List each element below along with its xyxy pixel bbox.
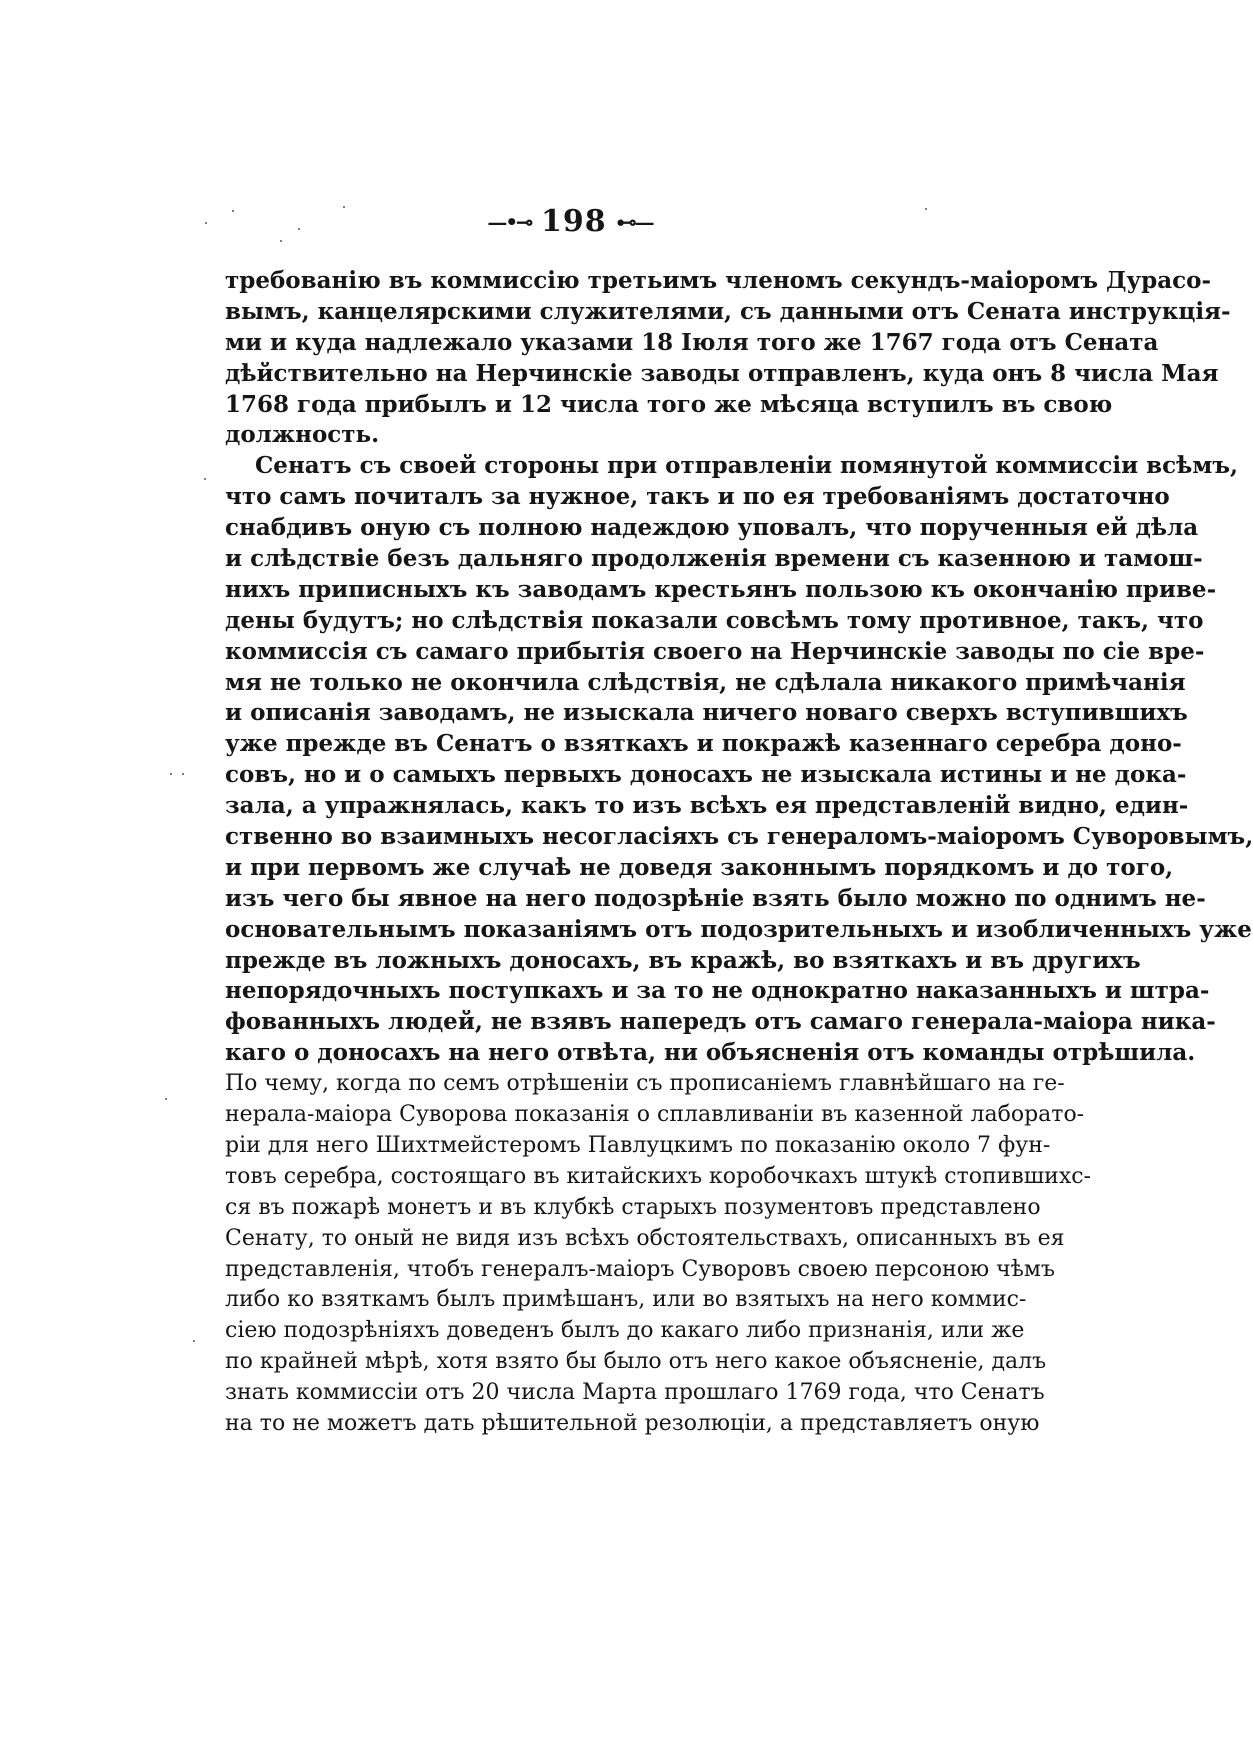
text-line: Сенату, то оный не видя изъ всѣхъ обстоятельствахъ, описанныхъ въ ея bbox=[225, 1225, 1065, 1251]
text-line: на то не можетъ дать рѣшительной резолюціи, а представляетъ оную bbox=[225, 1410, 1040, 1436]
text-line: ріи для него Шихтмейстеромъ Павлуцкимъ по показанію около 7 фун- bbox=[225, 1132, 1051, 1158]
page-header bbox=[0, 204, 1140, 239]
text-line: товъ серебра, состоящаго въ китайскихъ коробочкахъ штукѣ стопившихс- bbox=[225, 1163, 1091, 1189]
text-line: представленія, чтобъ генералъ-маіоръ Суворовъ своею персоною чѣмъ bbox=[225, 1256, 1056, 1282]
text-line: коммиссія съ самаго прибытія своего на Нерчинскіе заводы по сіе вре- bbox=[225, 637, 1205, 665]
scan-speck bbox=[343, 206, 345, 208]
text-line: сіею подозрѣніяхъ доведенъ былъ до какаго либо признанія, или же bbox=[225, 1318, 1025, 1344]
text-line: мя не только не окончила слѣдствія, не сдѣлала никакого примѣчанія bbox=[225, 668, 1186, 696]
text-line: 1768 года прибылъ и 12 числа того же мѣсяца вступилъ въ свою bbox=[225, 390, 1113, 418]
scan-speck bbox=[298, 228, 300, 230]
text-line: и описанія заводамъ, не изыскала ничего новаго сверхъ вступившихъ bbox=[225, 699, 1188, 727]
text-line: совъ, но и о самыхъ первыхъ доносахъ не изыскала истины и не дока- bbox=[225, 761, 1187, 789]
scan-speck bbox=[170, 773, 172, 775]
paragraph-start-line: Сенатъ съ своей стороны при отправленіи помянутой коммиссіи всѣмъ, bbox=[255, 452, 1238, 480]
scan-speck bbox=[280, 240, 282, 242]
text-line: нихъ приписныхъ къ заводамъ крестьянъ пользою къ окончанію приве- bbox=[225, 575, 1217, 603]
text-line: непорядочныхъ поступкахъ и за то не однократно наказанныхъ и штра- bbox=[225, 977, 1210, 1005]
text-line: ственно во взаимныхъ несогласіяхъ съ генераломъ-маіоромъ Суворовымъ, bbox=[225, 823, 1253, 851]
scan-speck bbox=[193, 1340, 195, 1342]
text-line: каго о доносахъ на него отвѣта, ни объясненія отъ команды отрѣшила. bbox=[225, 1039, 1196, 1067]
scan-speck bbox=[205, 222, 207, 224]
text-line: нерала-маіора Суворова показанія о сплавливаніи въ казенной лаборато- bbox=[225, 1102, 1085, 1128]
text-line: и при первомъ же случаѣ не доведя законнымъ порядкомъ и до того, bbox=[225, 853, 1174, 881]
text-line: дѣйствительно на Нерчинскіе заводы отправленъ, куда онъ 8 числа Мая bbox=[225, 359, 1219, 387]
text-line: зала, а упражнялась, какъ то изъ всѣхъ ея представленій видно, един- bbox=[225, 792, 1189, 820]
text-line: ся въ пожарѣ монетъ и въ клубкѣ старыхъ позументовъ представлено bbox=[225, 1194, 1041, 1220]
text-line: что самъ почиталъ за нужное, такъ и по ея требованіямъ достаточно bbox=[225, 483, 1170, 511]
text-line: изъ чего бы явное на него подозрѣніе взять было можно по однимъ не- bbox=[225, 884, 1206, 912]
page-number: 198 bbox=[540, 204, 607, 239]
text-line: По чему, когда по семъ отрѣшеніи съ прописаніемъ главнѣйшаго на ге- bbox=[225, 1071, 1065, 1097]
text-line: снабдивъ оную съ полною надеждою уповалъ, что порученныя ей дѣла bbox=[225, 514, 1199, 542]
text-line: должность. bbox=[225, 421, 380, 449]
text-line: основательнымъ показаніямъ отъ подозрительныхъ и изобличенныхъ уже bbox=[225, 915, 1252, 943]
header-ornament-left: —•⊸ bbox=[487, 209, 531, 234]
text-line: ми и куда надлежало указами 18 Іюля того же 1767 года отъ Сената bbox=[225, 328, 1159, 356]
body-text bbox=[225, 266, 1253, 1440]
text-line: знать коммиссіи отъ 20 числа Марта прошлаго 1769 года, что Сенатъ bbox=[225, 1380, 1045, 1406]
text-line: прежде въ ложныхъ доносахъ, въ кражѣ, во взяткахъ и въ другихъ bbox=[225, 946, 1141, 974]
text-line: вымъ, канцелярскими служителями, съ данными отъ Сената инструкція- bbox=[225, 297, 1231, 325]
text-line: фованныхъ людей, не взявъ напередъ отъ самаго генерала-маіора ника- bbox=[225, 1008, 1216, 1036]
scan-speck bbox=[232, 210, 234, 212]
scan-speck bbox=[204, 478, 206, 480]
text-line: либо ко взяткамъ былъ примѣшанъ, или во взятыхъ на него коммис- bbox=[225, 1287, 1027, 1313]
text-line: уже прежде въ Сенатъ о взяткахъ и покражѣ казеннаго серебра доно- bbox=[225, 730, 1182, 758]
header-ornament-right: ⊷— bbox=[616, 209, 653, 234]
text-line: по крайней мѣрѣ, хотя взято бы было отъ него какое объясненіе, далъ bbox=[225, 1349, 1047, 1375]
scan-speck bbox=[165, 1098, 167, 1100]
text-line: дены будутъ; но слѣдствія показали совсѣмъ тому противное, такъ, что bbox=[225, 606, 1204, 634]
text-line: требованію въ коммиссію третьимъ членомъ секундъ-маіоромъ Дурасо- bbox=[225, 267, 1212, 294]
scan-speck bbox=[925, 208, 927, 210]
text-line: и слѣдствіе безъ дальняго продолженія времени съ казенною и тамош- bbox=[225, 545, 1203, 573]
scan-speck bbox=[182, 773, 184, 775]
